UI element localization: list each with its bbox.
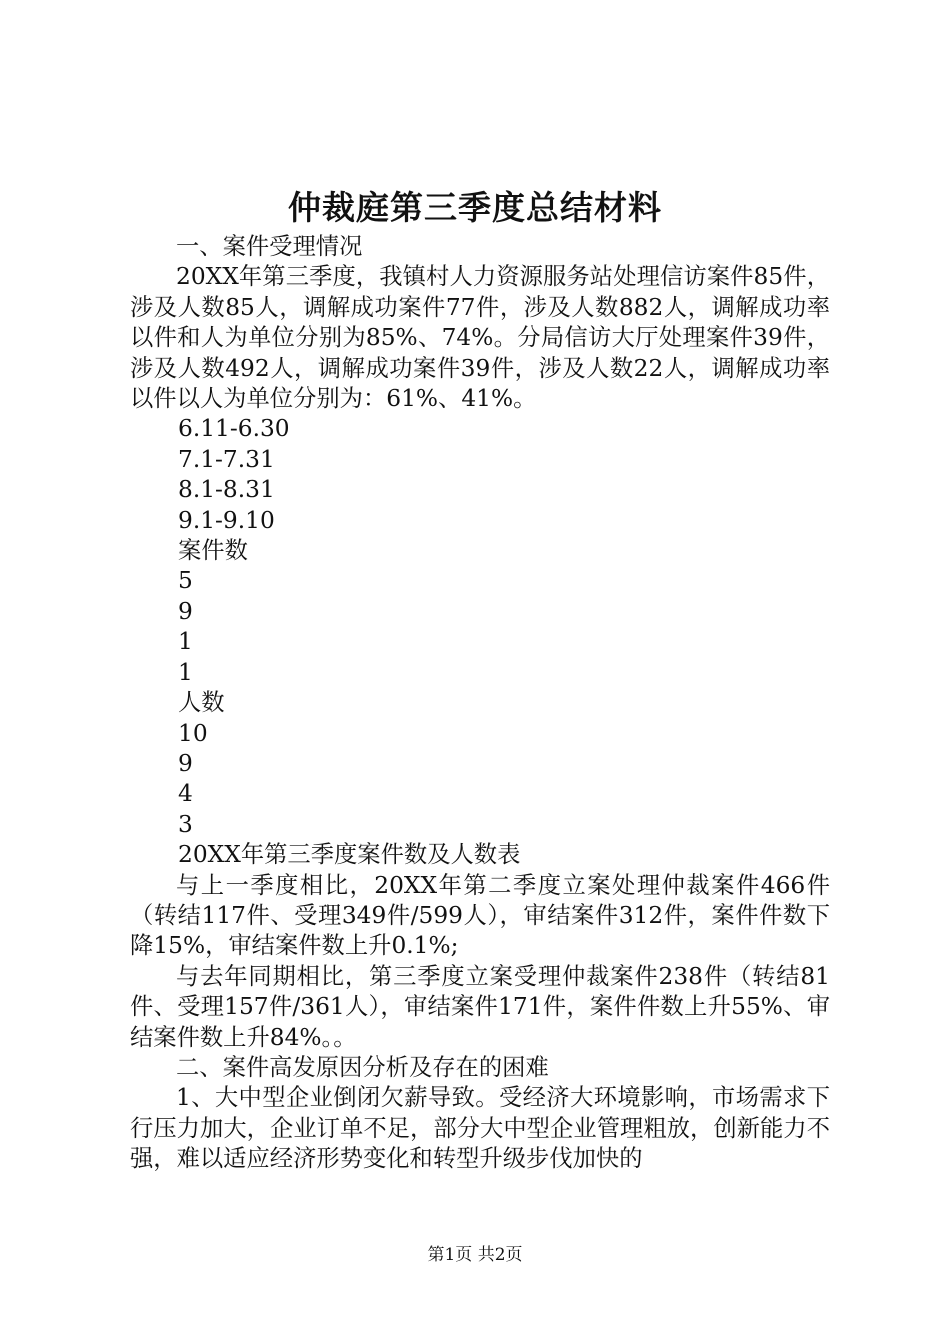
table-line: 1 (178, 658, 193, 686)
table-line: 9.1-9.10 (178, 506, 275, 534)
table-line: 9 (178, 749, 193, 777)
paragraph-cause-analysis: 1、大中型企业倒闭欠薪导致。受经济大环境影响，市场需求下行压力加大，企业订单不足，部分大中型企业管理粗放，创新能力不强，难以适应经济形势变化和转型升级步伐加快的 (130, 1084, 830, 1173)
document-title: 仲裁庭第三季度总结材料 (288, 188, 662, 227)
table-line: 5 (178, 567, 193, 595)
table-line: 案件数 (178, 537, 248, 565)
table-line: 4 (178, 780, 193, 808)
paragraph-year-comparison: 与去年同期相比，第三季度立案受理仲裁案件238件（转结81件、受理157件/361人），审结案件171件，案件件数上升55%、审结案件数上升84%。。 (130, 962, 830, 1051)
table-line: 人数 (178, 689, 225, 717)
page-footer: 第1页 共2页 (427, 1245, 523, 1265)
table-line: 6.11-6.30 (178, 415, 290, 443)
table-line: 3 (178, 810, 193, 838)
paragraph-quarter-comparison: 与上一季度相比，20XX年第二季度立案处理仲裁案件466件（转结117件、受理349件/599人），审结案件312件，案件件数下降15%，审结案件数上升0.1%; (130, 871, 830, 960)
section-heading-1: 一、案件受理情况 (176, 233, 363, 260)
section-heading-2: 二、案件高发原因分析及存在的困难 (176, 1053, 549, 1081)
paragraph-case-acceptance: 20XX年第三季度，我镇村人力资源服务站处理信访案件85件，涉及人数85人，调解成功案件77件，涉及人数882人，调解成功率以件和人为单位分别为85%、74%。分局信访大厅处理案件39件，涉及人数492人，调解成功案件39件，涉及人数22人，调解成功率以件以人为单位分别为：61%、41%。 (130, 263, 830, 413)
table-line: 1 (178, 628, 193, 656)
document-body (130, 232, 830, 1175)
table-line: 9 (178, 597, 193, 625)
table-line: 7.1-7.31 (178, 445, 275, 473)
table-caption: 20XX年第三季度案件数及人数表 (178, 841, 521, 869)
table-line: 10 (178, 719, 208, 747)
table-line: 8.1-8.31 (178, 476, 275, 504)
